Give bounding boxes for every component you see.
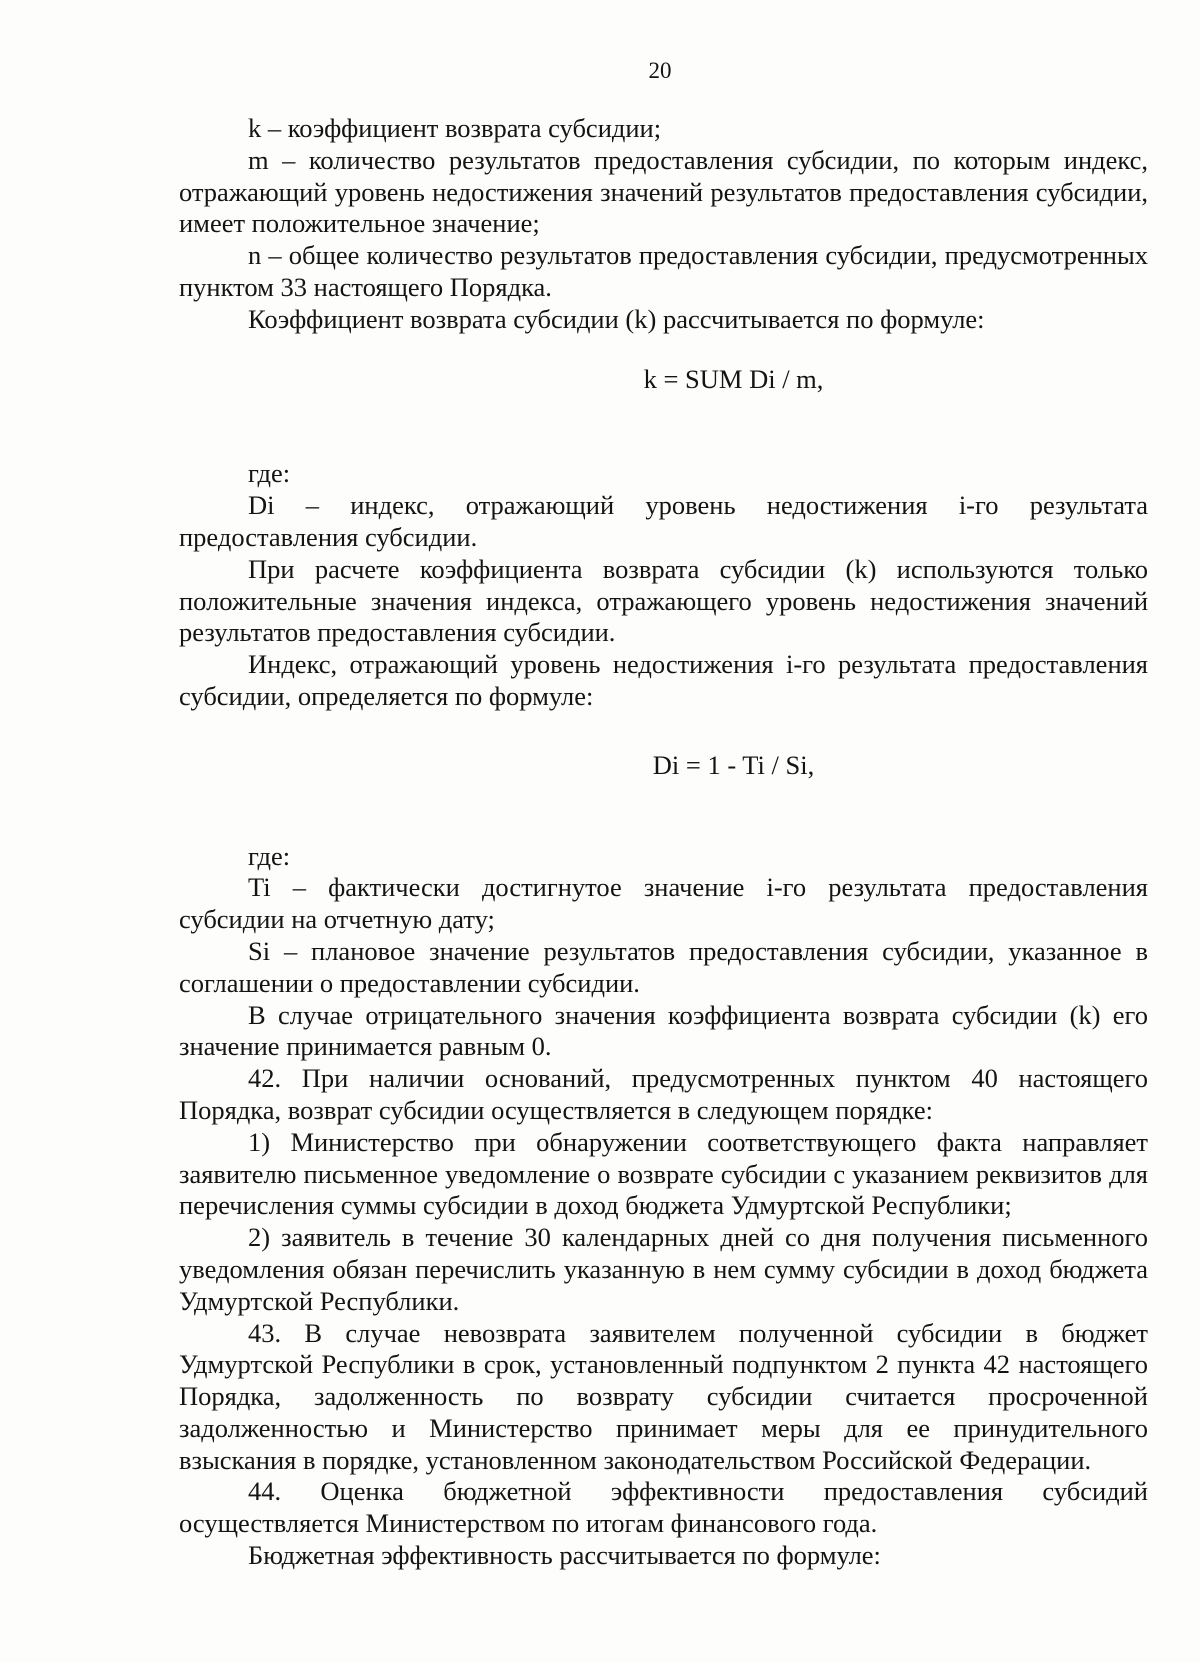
page-number: 20 [648, 58, 672, 83]
document-body [179, 113, 1148, 1572]
paragraph-item-42-1: 1) Министерство при обнаружении соответствующего факта направляет заявителю письменное уведомление о возврате субсидии с указанием реквизитов для перечисления суммы субсидии в доход бюджета Удмуртской Республики; [179, 1126, 1148, 1221]
paragraph-efficiency-formula-intro: Бюджетная эффективность рассчитывается по формуле: [248, 1540, 881, 1571]
paragraph-k-definition: k – коэффициент возврата субсидии; [248, 113, 662, 143]
paragraph-k-formula-intro: Коэффициент возврата субсидии (k) рассчитывается по формуле: [248, 303, 985, 334]
paragraph-positive-values: При расчете коэффициента возврата субсидии (k) используются только положительные значения индекса, отражающего уровень недостижения значений результатов предоставления субсидии. [179, 553, 1148, 648]
paragraph-item-42-2: 2) заявитель в течение 30 календарных дней со дня получения письменного уведомления обязан перечислить указанную в нем сумму субсидии в доход бюджета Удмуртской Республики. [179, 1222, 1148, 1316]
paragraph-si-definition: Si – плановое значение результатов предоставления субсидии, указанное в соглашении о предоставлении субсидии. [179, 935, 1148, 998]
paragraph-m-definition: m – количество результатов предоставления субсидии, по которым индекс, отражающий уровень недостижения значений результатов предоставления субсидии, имеет положительное значение; [179, 144, 1148, 239]
paragraph-n-definition: n – общее количество результатов предоставления субсидии, предусмотренных пунктом 33 настоящего Порядка. [179, 240, 1148, 302]
paragraph-ti-definition: Ti – фактически достигнутое значение i-го результата предоставления субсидии на отчетную дату; [179, 872, 1148, 935]
paragraph-di-definition: Di – индекс, отражающий уровень недостижения i-го результата предоставления субсидии. [179, 490, 1148, 552]
paragraph-di-formula-intro: Индекс, отражающий уровень недостижения i-го результата предоставления субсидии, определяется по формуле: [179, 649, 1148, 711]
paragraph-item-44: 44. Оценка бюджетной эффективности предоставления субсидий осуществляется Министерством по итогам финансового года. [179, 1476, 1148, 1539]
paragraph-where-1: где: [248, 458, 291, 489]
paragraph-item-42: 42. При наличии оснований, предусмотренных пунктом 40 настоящего Порядка, возврат субсидии осуществляется в следующем порядке: [179, 1063, 1148, 1125]
formula-di: Di = 1 - Ti / Si, [652, 749, 815, 780]
paragraph-item-43: 43. В случае невозврата заявителем полученной субсидии в бюджет Удмуртской Республики в срок, установленный подпунктом 2 пункта 42 настоящего Порядка, задолженность по возврату субсидии считается просроченной задолженностью и Министерство принимает меры для ее принудительного взыскания в порядке, установленном законодательством Российской Федерации. [179, 1317, 1148, 1475]
paragraph-negative-k: В случае отрицательного значения коэффициента возврата субсидии (k) его значение принимается равным 0. [179, 999, 1148, 1062]
paragraph-where-2: где: [248, 840, 291, 871]
formula-k: k = SUM Di / m, [643, 363, 824, 394]
